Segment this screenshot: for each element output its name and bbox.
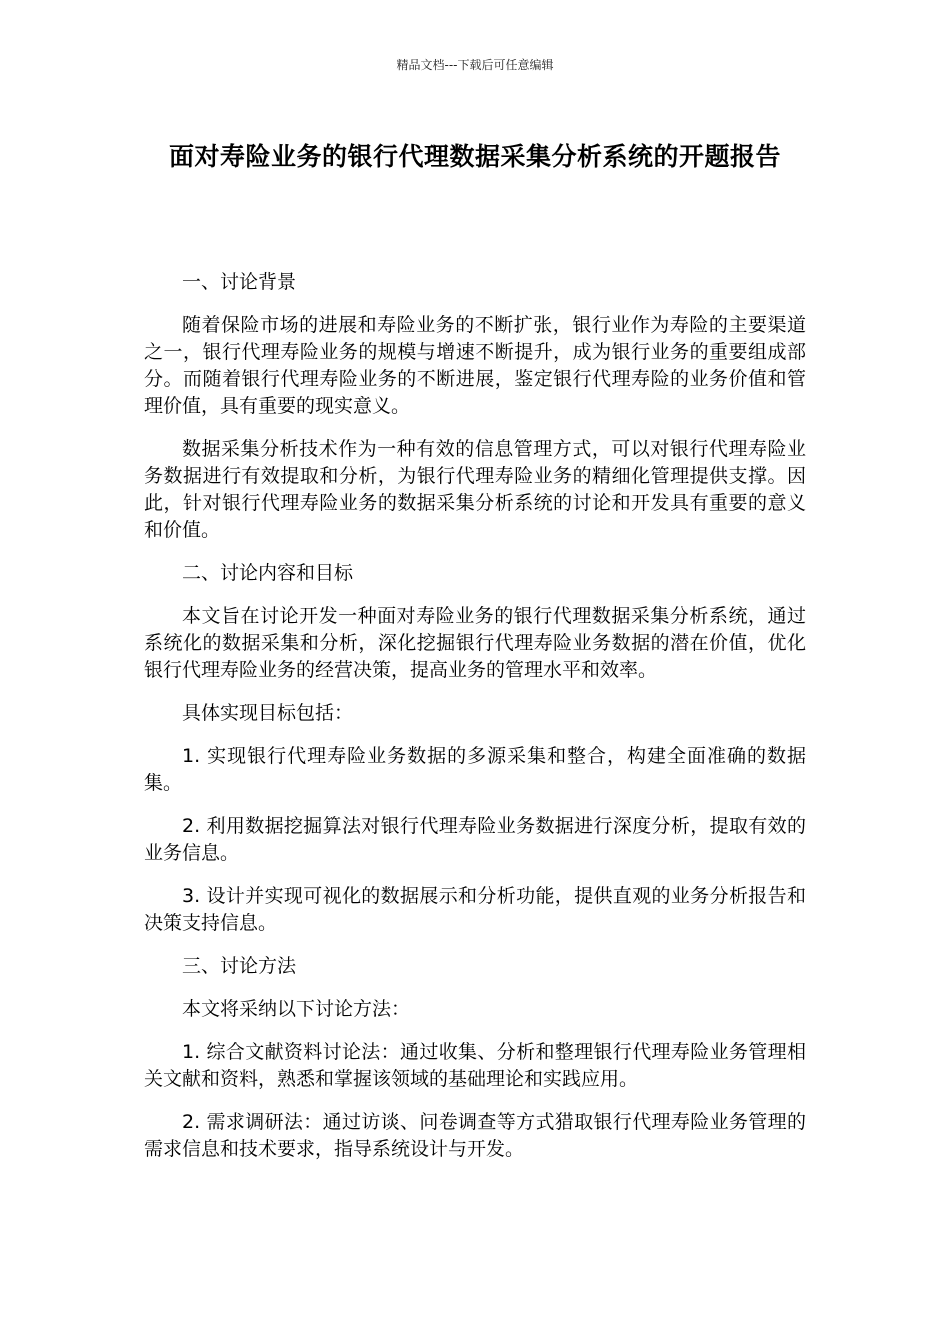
document-title: 面对寿险业务的银行代理数据采集分析系统的开题报告 [168,142,781,171]
list-item: 2. 利用数据挖掘算法对银行代理寿险业务数据进行深度分析，提取有效的业务信息。 [144,815,806,864]
paragraph: 本文旨在讨论开发一种面对寿险业务的银行代理数据采集分析系统，通过系统化的数据采集和分析，深化挖掘银行代理寿险业务数据的潜在价值，优化银行代理寿险业务的经营决策，提高业务的管理水平和效率。 [144,605,806,681]
page-header-note: 精品文档---下载后可任意编辑 [396,58,554,72]
list-item: 1. 实现银行代理寿险业务数据的多源采集和整合，构建全面准确的数据集。 [144,745,806,794]
list-item: 2. 需求调研法：通过访谈、问卷调查等方式猎取银行代理寿险业务管理的需求信息和技术要求，指导系统设计与开发。 [144,1111,806,1160]
list-item: 3. 设计并实现可视化的数据展示和分析功能，提供直观的业务分析报告和决策支持信息。 [144,885,806,934]
list-item: 1. 综合文献资料讨论法：通过收集、分析和整理银行代理寿险业务管理相关文献和资料，熟悉和掌握该领域的基础理论和实践应用。 [144,1041,806,1090]
paragraph: 本文将采纳以下讨论方法： [182,998,411,1020]
section-heading-background: 一、讨论背景 [182,271,297,293]
document-body [144,269,806,1179]
paragraph: 数据采集分析技术作为一种有效的信息管理方式，可以对银行代理寿险业务数据进行有效提取和分析，为银行代理寿险业务的精细化管理提供支撑。因此，针对银行代理寿险业务的数据采集分析系统的讨论和开发具有重要的意义和价值。 [144,438,806,541]
section-heading-content-goals: 二、讨论内容和目标 [182,562,354,584]
paragraph: 具体实现目标包括： [182,702,354,724]
paragraph: 随着保险市场的进展和寿险业务的不断扩张，银行业作为寿险的主要渠道之一，银行代理寿险业务的规模与增速不断提升，成为银行业务的重要组成部分。而随着银行代理寿险业务的不断进展，鉴定银行代理寿险的业务价值和管理价值，具有重要的现实意义。 [144,314,806,417]
section-heading-methods: 三、讨论方法 [182,955,297,977]
